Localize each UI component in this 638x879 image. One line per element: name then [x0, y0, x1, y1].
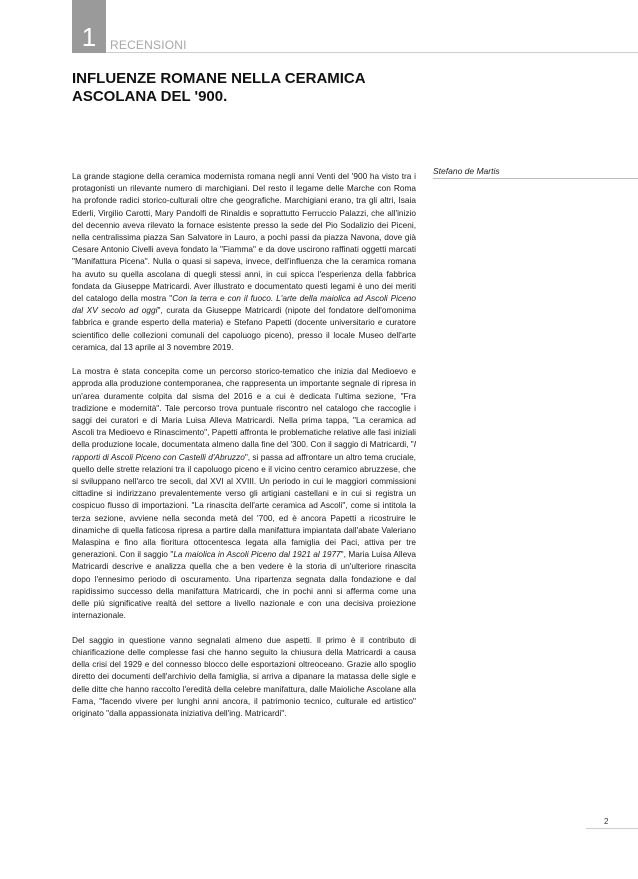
paragraph-2-text-c: ", Maria Luisa Alleva Matricardi descrive e analizza quella che a ben vedere è la storia di un'ulteriore rinascita dopo l'ennesimo periodo di oscuramento. Una ripartenza segnata dalla fondazione e dal rapidissimo successo della manifattura Matricardi, che in pochi anni si afferma come una delle più significative realtà del settore a livello nazionale e con una decisiva proiezione internazionale.: [72, 549, 416, 621]
paragraph-2: [72, 365, 416, 621]
essay-title-castelli: I rapporti di Ascoli Piceno con Castelli d'Abruzzo: [72, 439, 416, 462]
paragraph-1: [72, 170, 416, 353]
author-divider: [433, 178, 638, 179]
section-divider: [106, 52, 638, 53]
page-number-divider: [586, 828, 638, 829]
paragraph-1-text-a: La grande stagione della ceramica modernista romana negli anni Venti del '900 ha visto tra i protagonisti un rilevante numero di marchigiani. Del resto il legame delle Marche con Roma ha profonde radici storico-culturali oltre che geografiche. Marchigiani erano, tra gli altri, Isaia Ederli, Virgilio Carotti, Mary Pandolfi de Rinaldis e soprattutto Ferruccio Palazzi, che all'inizio del decennio aveva rilevato la fornace esistente presso la sede del Pio Sodalizio dei Piceni, nella centralissima piazza San Salvatore in Lauro, a pochi passi da piazza Navona, dove già Cesare Antonio Civelli aveva fondato la "Fiamma" e da dove uscirono raffinati oggetti marcati "Manifattura Picena". Nulla o quasi si sapeva, invece, dell'influenza che la ceramica romana ha avuto su quella ascolana di quegli stessi anni, in cui spicca l'esperienza della fabbrica fondata da Giuseppe Matricardi. Aver illustrato e documentato questi legami è uno dei meriti del catalogo della mostra ": [72, 171, 416, 304]
title-line-1: INFLUENZE ROMANE NELLA CERAMICA: [72, 70, 366, 87]
essay-title-maiolica: La maiolica in Ascoli Piceno dal 1921 al 1977: [173, 549, 341, 560]
article-body: [72, 170, 416, 731]
section-label: RECENSIONI: [110, 38, 187, 52]
page-number: 2: [604, 817, 609, 826]
paragraph-2-text-b: ", si passa ad affrontare un altro tema cruciale, quello delle strette relazioni tra il capoluogo piceno e il vicino centro ceramico abruzzese, che si sviluppano nell'arco tre secoli, dal XVI al XVIII. Un periodo in cui le maggiori commissioni cittadine si indirizzano prevalentemente verso gli artigiani castellani e in cui si registra un cospicuo flusso di importazioni. "La rinascita dell'arte ceramica ad Ascoli", come si intitola la terza sezione, avviene nella seconda metà del '700, ed è ancora Papetti a ricostruire le dinamiche di quella faticosa ripresa a partire dalla manifattura impiantata dall'abate Valeriano Malaspina e fino alla fioritura ottocentesca legata alla famiglia dei Paci, attiva per tre generazioni. Con il saggio ": [72, 451, 416, 560]
paragraph-3-text: Del saggio in questione vanno segnalati almeno due aspetti. Il primo è il contributo di chiarificazione delle complesse fasi che hanno seguito la chiusura della Matricardi a causa della crisi del 1929 e del connesso blocco delle esportazioni oltreoceano. Grazie allo spoglio diretto dei documenti dell'archivio della famiglia, si arriva a dipanare la matassa delle sigle e delle ditte che hanno raccolto l'eredità della celebre manifattura, dalle Maioliche Ascolane alla Fama, "facendo vivere per lunghi anni ancora, il patrimonio tecnico, culturale ed artistico" originato "dalla appassionata iniziativa dell'ing. Matricardi".: [72, 634, 416, 718]
paragraph-1-text-b: ", curata da Giuseppe Matricardi (nipote del fondatore dell'omonima fabbrica e grande esperto della materia) e Stefano Papetti (docente universitario e curatore scientifico delle collezioni comunali del capoluogo piceno), presso il locale Museo dell'arte ceramica, dal 13 aprile al 3 novembre 2019.: [72, 305, 416, 352]
title-line-2: ASCOLANA DEL '900.: [72, 88, 228, 105]
section-number: 1: [81, 22, 97, 52]
paragraph-2-text-a: La mostra è stata concepita come un percorso storico-tematico che inizia dal Medioevo e approda alla produzione contemporanea, che rappresenta un importante segnale di ripresa in un'area duramente colpita dal sisma del 2016 e a cui è dedicata l'ultima sezione, "Fra tradizione e modernità". Tale percorso trova puntuale riscontro nel catalogo che raccoglie i saggi dei curatori e di Maria Luisa Alleva Matricardi. Nella prima tappa, "La ceramica ad Ascoli tra Medioevo e Rinascimento", Papetti affronta le problematiche relative alle fasi iniziali della produzione locale, documentata almeno dalla fine del '300. Con il saggio di Matricardi, ": [72, 366, 416, 450]
article-title: [72, 70, 402, 106]
paragraph-3: [72, 634, 416, 719]
article-author: Stefano de Martis: [433, 166, 500, 176]
exhibition-title: Con la terra e con il fuoco. L'arte della maiolica ad Ascoli Piceno dal XV secolo ad oggi: [72, 293, 416, 316]
section-badge: [72, 0, 106, 53]
